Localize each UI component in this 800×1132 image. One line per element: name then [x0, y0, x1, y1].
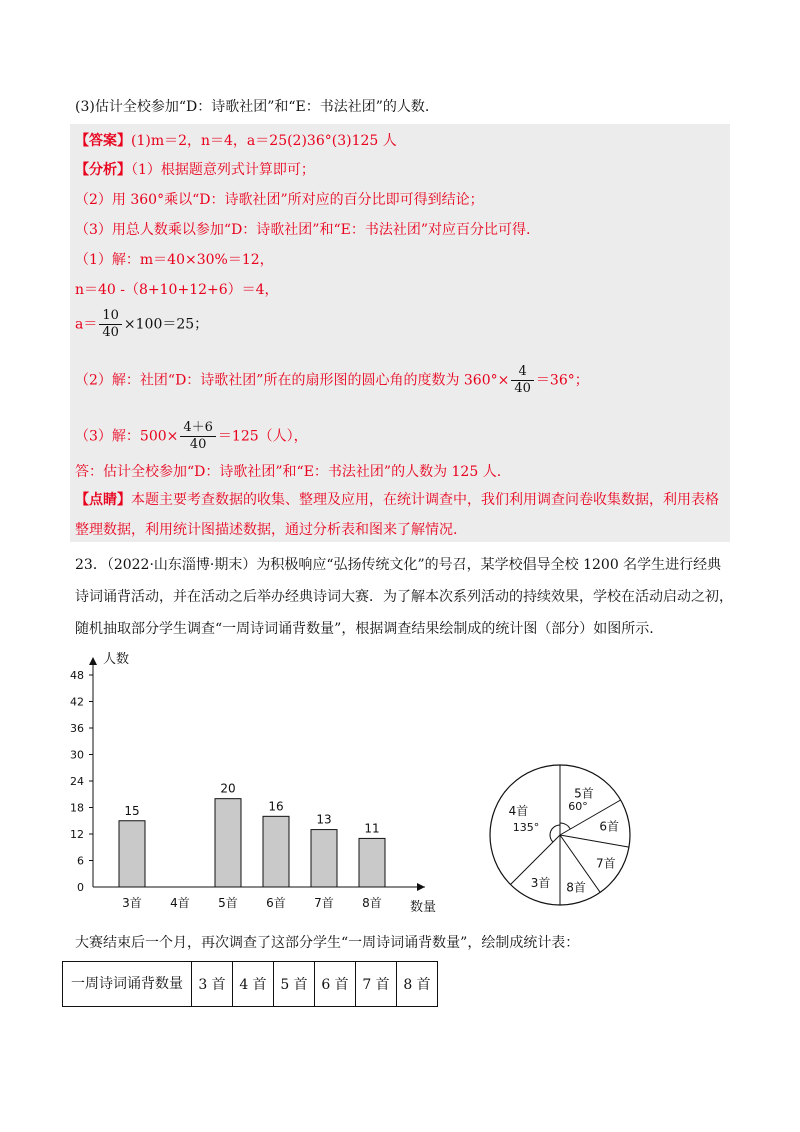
y-tick-label: 18 [70, 801, 84, 815]
solution-answer: 答：估计全校参加“D：诗歌社团”和“E：书法社团”的人数为 125 人. [75, 464, 502, 480]
x-tick-label: 5首 [218, 896, 238, 910]
y-axis-arrow [89, 657, 97, 665]
stat-table [62, 961, 438, 1007]
slice-label-5: 5首 [574, 786, 594, 801]
bar-value-label: 11 [364, 821, 380, 836]
bar-value-label: 15 [124, 803, 140, 818]
x-tick-label: 3首 [122, 896, 142, 910]
slice-label-7: 7首 [595, 856, 616, 871]
comment-line-1 [75, 490, 719, 510]
solution-line-3-suffix: ×100＝25； [123, 316, 209, 333]
bar [311, 830, 337, 887]
x-tick-label: 6首 [266, 896, 286, 910]
solution-line-4-prefix: （2）解：社团“D：诗歌社团”所在的扇形图的圆心角的度数为 360°× [75, 372, 510, 389]
y-tick-label: 36 [70, 722, 84, 735]
table-row [63, 962, 438, 1007]
comment-text-1: 本题主要考查数据的收集、整理及应用，在统计调查中，我们利用调查问卷收集数据，利用表格 [131, 492, 719, 508]
analysis-step-1: （1）根据题意列式计算即可； [131, 162, 315, 178]
bar-value-label: 13 [316, 812, 332, 827]
fraction-denominator: 40 [102, 325, 119, 340]
q23-line-2: 诗词诵背活动，并在活动之后举办经典诗词大赛．为了解本次系列活动的持续效果，学校在活动启动之初， [75, 589, 733, 605]
bar [263, 816, 289, 887]
fraction-numerator: 4 [511, 364, 534, 381]
bar-value-label: 20 [220, 781, 236, 796]
slice-label-4: 4首 [508, 804, 529, 818]
fraction-denominator: 40 [189, 437, 207, 452]
comment-label: 【点睛】 [75, 492, 131, 508]
x-tick-label: 7首 [314, 896, 334, 910]
slice-label-3: 3首 [530, 876, 551, 891]
solution-line-5-suffix: ＝125（人）， [217, 428, 308, 445]
x-axis-arrow [417, 883, 425, 891]
solution-line-4 [75, 364, 589, 397]
solution-line-1: （1）解：m＝40×30%＝12， [75, 252, 274, 268]
table-cell: 6 首 [315, 962, 356, 1007]
after-text: 大赛结束后一个月，再次调查了这部分学生“一周诗词诵背数量”，绘制成统计表： [75, 935, 580, 951]
fraction-10-40 [99, 308, 122, 341]
bar-value-label: 16 [268, 799, 284, 814]
y-tick-label: 12 [70, 828, 84, 841]
y-tick-label: 30 [70, 748, 84, 762]
y-tick-label: 6 [77, 854, 84, 868]
angle-label-60: 60° [568, 800, 588, 814]
x-tick-label: 4首 [170, 896, 190, 910]
fraction-numerator: 10 [99, 308, 122, 325]
x-tick-label: 8首 [362, 896, 382, 910]
analysis-step-2: （2）用 360°乘以“D：诗歌社团”所对应的百分比即可得到结论； [75, 192, 484, 208]
bar [119, 821, 145, 887]
y-axis-label: 人数 [103, 652, 130, 667]
solution-line-5 [75, 420, 308, 453]
analysis-step-3: （3）用总人数乘以参加“D：诗歌社团”和“E：书法社团”对应百分比可得. [75, 222, 531, 238]
solution-line-5-prefix: （3）解：500× [75, 428, 179, 445]
fraction-4-40 [511, 364, 534, 397]
answer-line [75, 131, 397, 151]
slice-label-8: 8首 [566, 880, 586, 895]
fraction-numerator: 4＋6 [180, 420, 216, 437]
fraction-denominator: 40 [514, 381, 531, 396]
q23-line-3: 随机抽取部分学生调查“一周诗词诵背数量”，根据调查结果绘制成的统计图（部分）如图所示. [75, 621, 654, 637]
bar [215, 799, 241, 887]
comment-line-2: 整理数据，利用统计图描述数据，通过分析表和图来了解情况. [75, 522, 458, 538]
table-cell: 4 首 [233, 962, 274, 1007]
angle-label-135: 135° [512, 820, 540, 834]
solution-line-4-suffix: ＝36°； [535, 372, 589, 389]
table-cell: 7 首 [356, 962, 397, 1007]
table-cell: 3 首 [192, 962, 233, 1007]
slice-label-6: 6首 [599, 819, 620, 834]
answer-label: 【答案】 [75, 133, 131, 149]
y-tick-label: 0 [77, 881, 84, 894]
y-tick-label: 24 [70, 775, 84, 788]
fraction-10-40b [180, 420, 216, 453]
solution-line-3 [75, 308, 208, 341]
bar-chart [60, 645, 460, 915]
analysis-line [75, 160, 315, 180]
answer-text: (1)m＝2，n＝4，a＝25(2)36°(3)125 人 [131, 133, 397, 149]
y-tick-label: 42 [70, 695, 84, 709]
q23-line-1: 23．（2022·山东淄博·期末）为积极响应“弘扬传统文化”的号召，某学校倡导全校 1200 名学生进行经典 [75, 557, 722, 573]
table-header-cell: 一周诗词诵背数量 [63, 962, 192, 1007]
pie-chart [475, 750, 645, 920]
table-cell: 8 首 [397, 962, 438, 1007]
bar [359, 838, 385, 887]
table-cell: 5 首 [274, 962, 315, 1007]
analysis-label: 【分析】 [75, 162, 131, 178]
y-tick-label: 48 [70, 669, 84, 682]
solution-line-3-prefix: a＝ [75, 316, 98, 333]
solution-line-2: n＝40 -（8+10+12+6）＝4， [75, 282, 279, 298]
part3-question: (3)估计全校参加“D：诗歌社团”和“E：书法社团”的人数. [75, 99, 430, 115]
x-axis-label: 数量 [410, 900, 437, 915]
